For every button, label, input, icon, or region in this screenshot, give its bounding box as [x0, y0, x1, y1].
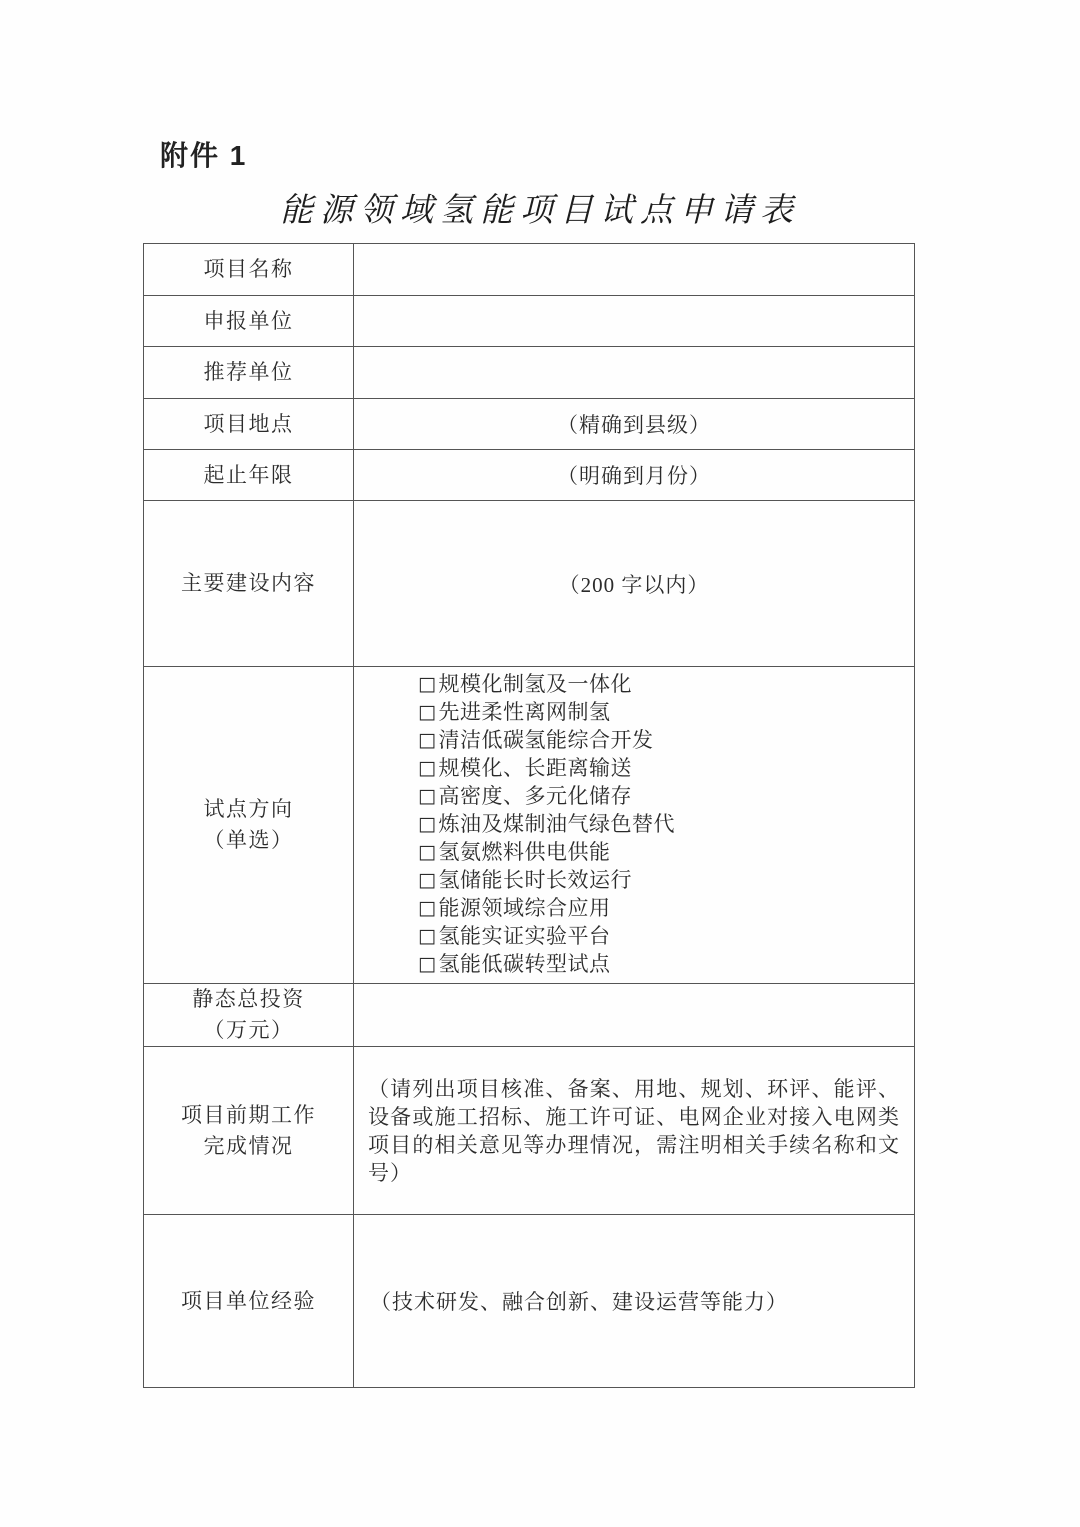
row-label: [144, 984, 354, 1047]
table-row-static-investment: [144, 984, 915, 1047]
table-row-unit-experience: [144, 1215, 915, 1388]
checkbox-icon: □: [418, 757, 437, 779]
row-value: [354, 244, 915, 296]
row-value: （精确到县级）: [354, 399, 915, 450]
row-label: [144, 1047, 354, 1215]
row-value: [354, 984, 915, 1047]
table-row-pilot-direction: [144, 667, 915, 984]
table-row-time-span: [144, 450, 915, 501]
row-value: [354, 296, 915, 347]
table-row-main-construction: [144, 501, 915, 667]
checkbox-option-label: 清洁低碳氢能综合开发: [438, 728, 654, 752]
checkbox-option: [418, 867, 906, 895]
checkbox-option-label: 氢氨燃料供电供能: [438, 840, 611, 864]
row-label-line2: 完成情况: [203, 1133, 294, 1158]
checkbox-option-label: 氢储能长时长效运行: [438, 868, 632, 892]
checkbox-option: [418, 755, 906, 783]
pilot-direction-options: [354, 667, 915, 984]
checkbox-option-label: 炼油及煤制油气绿色替代: [438, 812, 675, 836]
checkbox-option-label: 能源领域综合应用: [438, 896, 611, 920]
checkbox-option: [418, 727, 906, 755]
checkbox-option: [418, 783, 906, 811]
row-value: （请列出项目核准、备案、用地、规划、环评、能评、设备或施工招标、施工许可证、电网企业对接入电网类项目的相关意见等办理情况，需注明相关手续名称和文号）: [354, 1047, 915, 1215]
attachment-label: 附件 1: [160, 140, 248, 171]
application-form-table: [143, 243, 915, 1388]
table-row-recommending-unit: [144, 347, 915, 399]
row-label: 项目单位经验: [144, 1215, 354, 1388]
checkbox-option: [418, 811, 906, 839]
checkbox-icon: □: [418, 897, 437, 919]
table-row-applicant-unit: [144, 296, 915, 347]
checkbox-option-label: 氢能低碳转型试点: [438, 952, 611, 976]
row-label: 项目名称: [144, 244, 354, 296]
checkbox-option: [418, 951, 906, 979]
row-value: （技术研发、融合创新、建设运营等能力）: [354, 1215, 915, 1388]
row-label: 项目地点: [144, 399, 354, 450]
table-row-preliminary-work: [144, 1047, 915, 1215]
table-row-project-location: [144, 399, 915, 450]
checkbox-icon: □: [418, 925, 437, 947]
checkbox-option-label: 规模化、长距离输送: [438, 756, 632, 780]
checkbox-option-label: 高密度、多元化储存: [438, 784, 632, 808]
checkbox-option: [418, 839, 906, 867]
checkbox-icon: □: [418, 673, 437, 695]
checkbox-option-label: 规模化制氢及一体化: [438, 672, 632, 696]
row-label-line2: （万元）: [203, 1018, 294, 1042]
checkbox-icon: □: [418, 841, 437, 863]
row-label: [144, 667, 354, 984]
row-label: 申报单位: [144, 296, 354, 347]
row-label-line2: （单选）: [203, 828, 294, 852]
row-value: （200 字以内）: [354, 501, 915, 667]
checkbox-icon: □: [418, 729, 437, 751]
row-label: 主要建设内容: [144, 501, 354, 667]
checkbox-option: [418, 923, 906, 951]
checkbox-icon: □: [418, 701, 437, 723]
row-label: 起止年限: [144, 450, 354, 501]
checkbox-option: [418, 895, 906, 923]
row-label: 推荐单位: [144, 347, 354, 399]
checkbox-icon: □: [418, 785, 437, 807]
checkbox-icon: □: [418, 953, 437, 975]
row-label-line1: 项目前期工作: [181, 1102, 316, 1127]
checkbox-option: [418, 671, 906, 699]
row-value: [354, 347, 915, 399]
table-row-project-name: [144, 244, 915, 296]
row-label-line1: 试点方向: [203, 797, 294, 821]
row-value: （明确到月份）: [354, 450, 915, 501]
checkbox-icon: □: [418, 813, 437, 835]
checkbox-icon: □: [418, 869, 437, 891]
checkbox-option: [418, 699, 906, 727]
document-title: 能源领域氢能项目试点申请表: [280, 193, 800, 229]
row-label-line1: 静态总投资: [192, 987, 305, 1011]
checkbox-option-label: 先进柔性离网制氢: [438, 700, 611, 724]
checkbox-option-label: 氢能实证实验平台: [438, 924, 611, 948]
